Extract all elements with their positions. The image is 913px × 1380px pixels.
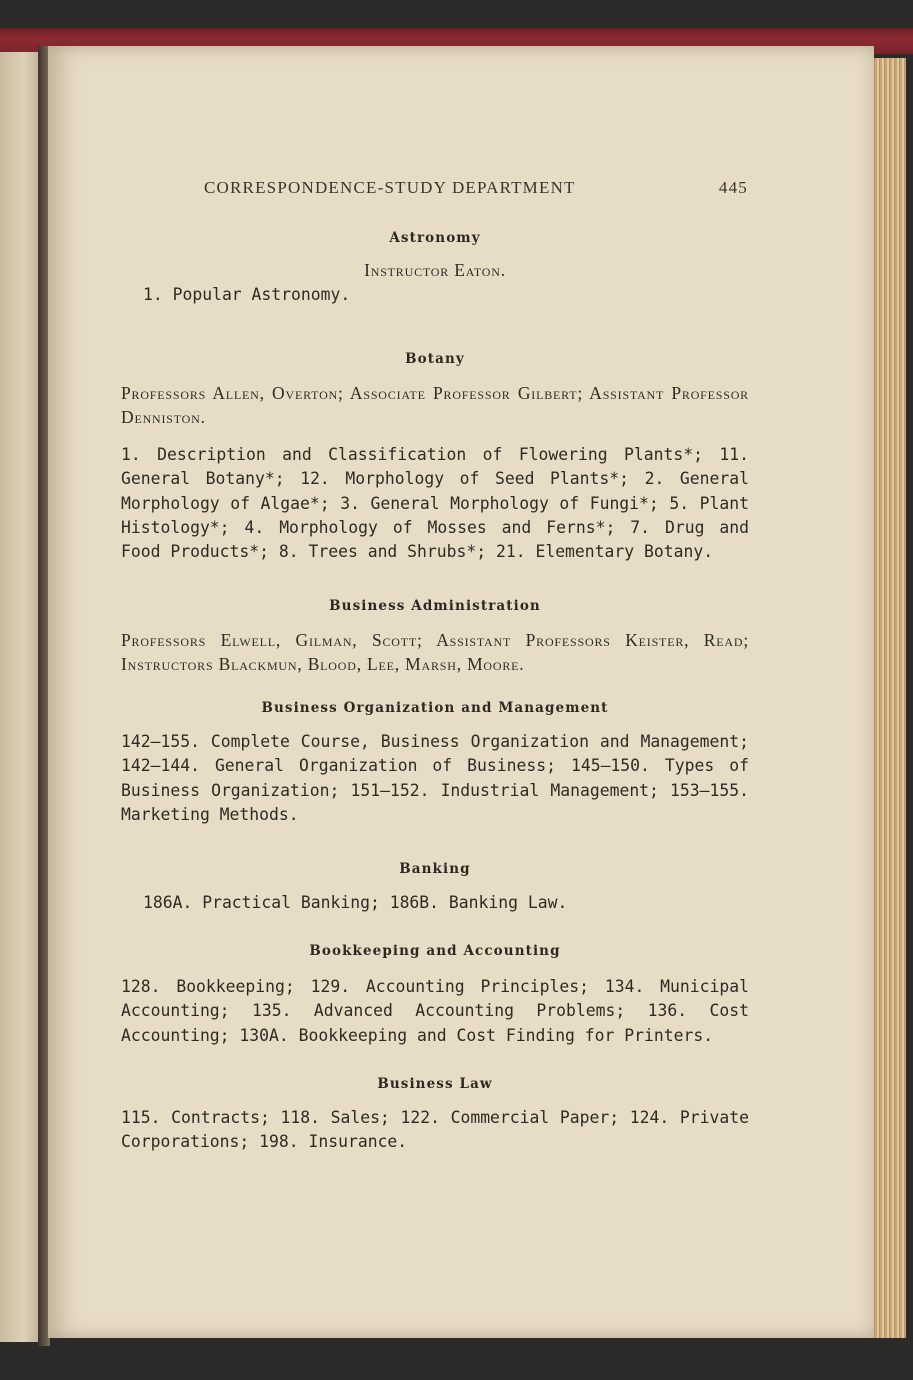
instructors-business-administration: Professors Elwell, Gilman, Scott; Assistant Professors Keister, Read; Instructors Blackmun, Blood, Lee, Marsh, Moore. [121,630,749,675]
courses-botany: 1. Description and Classification of Flowering Plants*; 11. General Botany*; 12. Morphology of Seed Plants*; 2. General Morphology of Algae*; 3. General Morphology of Fungi*; 5. Plant Histology*; 4. Morphology of Mosses and Ferns*; 7. Drug and Food Products*; 8. Trees and Shrubs*; 21. Elementary Botany. [121,445,749,562]
section-heading-astronomy: Astronomy [389,230,481,246]
page-fore-edge [870,58,906,1338]
section-heading-business-law: Business Law [377,1075,493,1092]
courses-business-law: 115. Contracts; 118. Sales; 122. Commercial Paper; 124. Private Corporations; 198. Insurance. [121,1107,749,1152]
header-title: CORRESPONDENCE-STUDY DEPARTMENT [204,178,576,197]
section-heading-banking: Banking [399,861,471,878]
section-heading-business-organization: Business Organization and Management [261,700,609,717]
page-number: 445 [718,178,748,197]
section-heading-botany: Botany [405,351,465,368]
instructors-astronomy: Instructor Eaton. [364,260,506,280]
page-content [121,228,749,1154]
running-header [204,178,752,200]
section-heading-business-administration: Business Administration [329,598,541,615]
instructors-botany: Professors Allen, Overton; Associate Professor Gilbert; Assistant Professor Denniston. [121,383,749,428]
courses-bookkeeping: 128. Bookkeeping; 129. Accounting Principles; 134. Municipal Accounting; 135. Advanced Accounting Problems; 136. Cost Accounting; 130A. Bookkeeping and Cost Finding for Printers. [121,977,749,1045]
section-heading-bookkeeping: Bookkeeping and Accounting [309,943,561,960]
courses-business-organization: 142–155. Complete Course, Business Organization and Management; 142–144. General Organization of Business; 145–150. Types of Business Organization; 151–152. Industrial Management; 153–155. Marketing Methods. [121,732,749,824]
courses-astronomy: 1. Popular Astronomy. [143,285,351,304]
facing-page-edge [0,52,40,1342]
courses-banking: 186A. Practical Banking; 186B. Banking Law. [143,893,568,913]
